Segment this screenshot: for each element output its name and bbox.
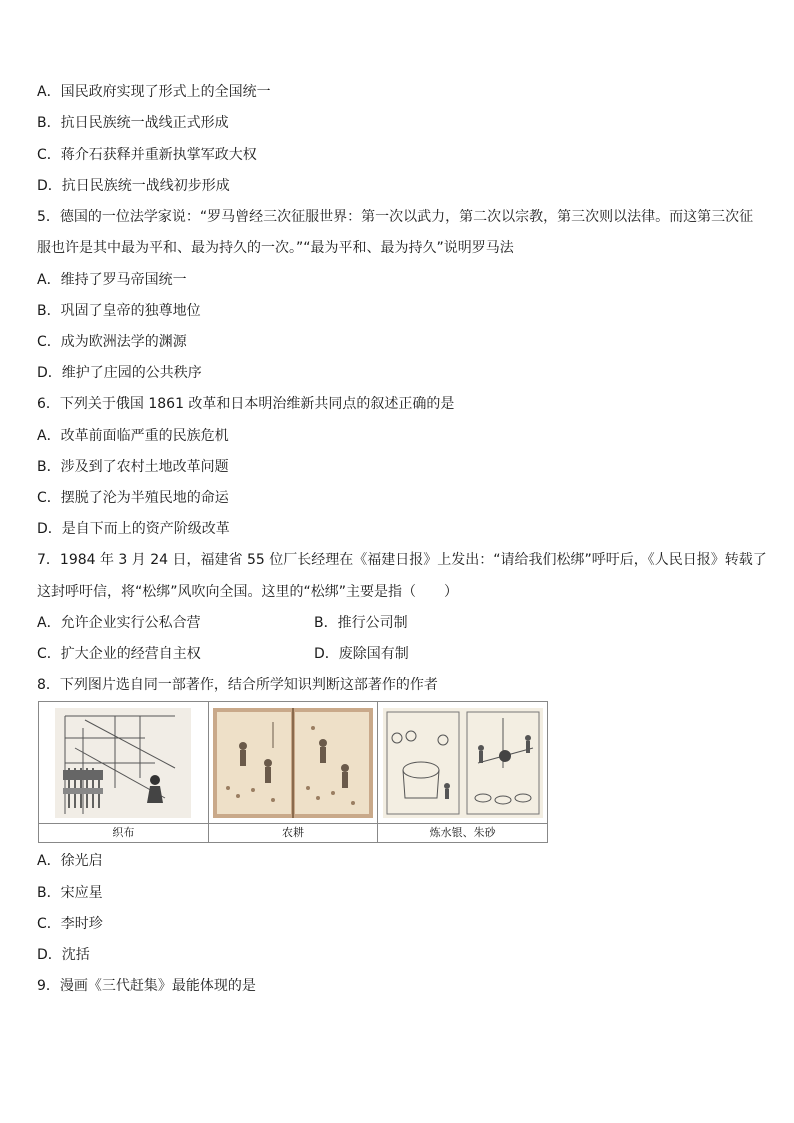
weaving-illustration (39, 702, 208, 823)
q8-option-a: A．徐光启 (37, 853, 103, 869)
q4-option-c: C．蒋介石获释并重新执掌军政大权 (37, 147, 257, 163)
q7-option-a: A．允许企业实行公私合营 (37, 615, 201, 631)
caption-mercury-cinnabar: 炼水银、朱砂 (378, 823, 547, 842)
figure-cell-weaving (39, 702, 209, 842)
q7-stem-line1: 7．1984 年 3 月 24 日，福建省 55 位厂长经理在《福建日报》上发出：“请给我们松绑”呼吁后，《人民日报》转载了 (37, 552, 767, 568)
q7-stem-line2: 这封呼吁信，将“松绑”风吹向全国。这里的“松绑”主要是指（ ） (37, 584, 459, 600)
q7-option-c: C．扩大企业的经营自主权 (37, 646, 201, 662)
q5-stem-line2: 服也许是其中最为平和、最为持久的一次。”“最为平和、最为持久”说明罗马法 (37, 240, 514, 256)
q4-option-a: A．国民政府实现了形式上的全国统一 (37, 84, 271, 100)
q8-option-b: B．宋应星 (37, 885, 103, 901)
q5-option-c: C．成为欧洲法学的渊源 (37, 334, 187, 350)
q4-option-d: D．抗日民族统一战线初步形成 (37, 178, 230, 194)
q8-stem: 8．下列图片选自同一部著作，结合所学知识判断这部著作的作者 (37, 677, 438, 693)
q5-option-d: D．维护了庄园的公共秩序 (37, 365, 202, 381)
q8-option-d: D．沈括 (37, 947, 90, 963)
q8-option-c: C．李时珍 (37, 916, 103, 932)
q5-option-b: B．巩固了皇帝的独尊地位 (37, 303, 201, 319)
farming-illustration (209, 702, 378, 823)
q6-option-b: B．涉及到了农村土地改革问题 (37, 459, 229, 475)
q7-option-b: B．推行公司制 (314, 615, 408, 631)
q8-figure-table (38, 701, 548, 843)
caption-weaving: 织布 (39, 823, 208, 842)
q5-stem-line1: 5．德国的一位法学家说：“罗马曾经三次征服世界：第一次以武力，第二次以宗教，第三次则以法律。而这第三次征 (37, 209, 754, 225)
q9-stem: 9．漫画《三代赶集》最能体现的是 (37, 978, 256, 994)
q6-stem: 6．下列关于俄国 1861 改革和日本明治维新共同点的叙述正确的是 (37, 396, 455, 412)
q6-option-c: C．摆脱了沦为半殖民地的命运 (37, 490, 229, 506)
caption-farming: 农耕 (209, 823, 378, 842)
q6-option-a: A．改革前面临严重的民族危机 (37, 428, 229, 444)
mercury-cinnabar-illustration (378, 702, 547, 823)
q4-option-b: B．抗日民族统一战线正式形成 (37, 115, 229, 131)
q5-option-a: A．维持了罗马帝国统一 (37, 272, 187, 288)
figure-cell-mercury (378, 702, 547, 842)
figure-cell-farming (209, 702, 379, 842)
q6-option-d: D．是自下而上的资产阶级改革 (37, 521, 230, 537)
q7-option-d: D．废除国有制 (314, 646, 409, 662)
